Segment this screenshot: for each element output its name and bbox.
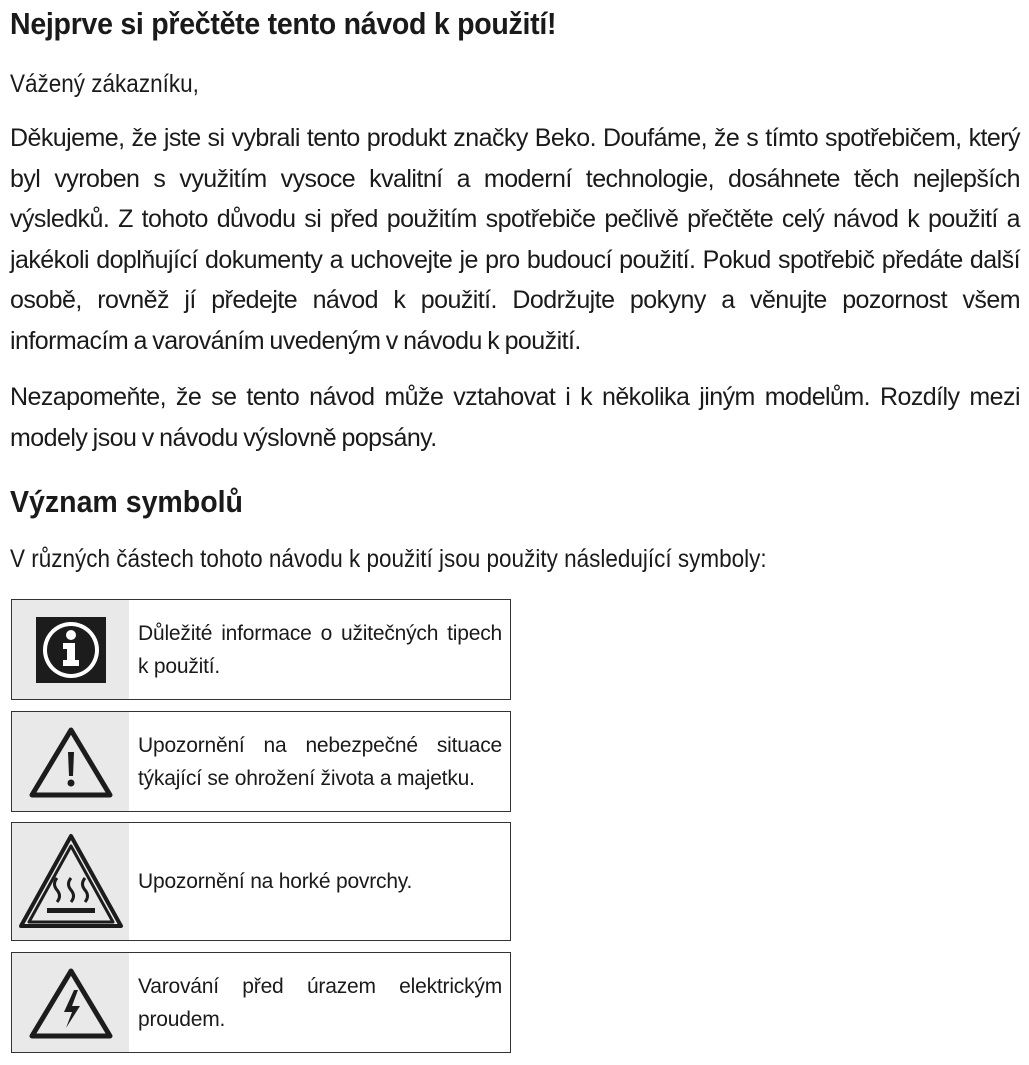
warning-icon [12, 712, 129, 811]
symbols-heading: Význam symbolů [10, 484, 243, 519]
symbol-row-hot-surface [11, 822, 511, 941]
intro-paragraph: Děkujeme, že jste si vybrali tento produkt značky Beko. Doufáme, že s tímto spotřebičem, který byl vyroben s využitím vysoce kvalitní a moderní technologie, dosáhnete těch nejlepších výsledků. Z tohoto důvodu si před použitím spotřebiče pečlivě přečtěte celý návod k použití a jakékoli doplňující dokumenty a uchovejte je pro budoucí použití. Pokud spotřebič předáte další osobě, rovněž jí předejte návod k použití. Dodržujte pokyny a věnujte pozornost všem informacím a varováním uvedeným v návodu k použití. [10, 124, 1020, 355]
symbol-text-info: Důležité informace o užitečných tipech k použití. [138, 621, 502, 678]
symbol-text-warning: Upozornění na nebezpečné situace týkající se ohrožení života a majetku. [138, 733, 502, 790]
symbol-row-electric-shock [11, 952, 511, 1053]
symbol-row-warning [11, 711, 511, 812]
symbol-text-electric-shock: Varování před úrazem elektrickým proudem. [138, 974, 502, 1031]
hot-surface-icon [12, 823, 129, 940]
page-title: Nejprve si přečtěte tento návod k použití! [10, 6, 557, 41]
symbol-text-hot-surface: Upozornění na horké povrchy. [138, 870, 413, 893]
symbols-intro: V různých částech tohoto návodu k použití jsou použity následující symboly: [10, 545, 767, 573]
models-note-paragraph: Nezapomeňte, že se tento návod může vztahovat i k několika jiným modelům. Rozdíly mezi modely jsou v návodu výslovně popsány. [10, 383, 1020, 452]
greeting: Vážený zákazníku, [10, 70, 199, 98]
symbol-row-info [11, 599, 511, 700]
electric-shock-icon [12, 953, 129, 1052]
info-icon [12, 600, 129, 699]
